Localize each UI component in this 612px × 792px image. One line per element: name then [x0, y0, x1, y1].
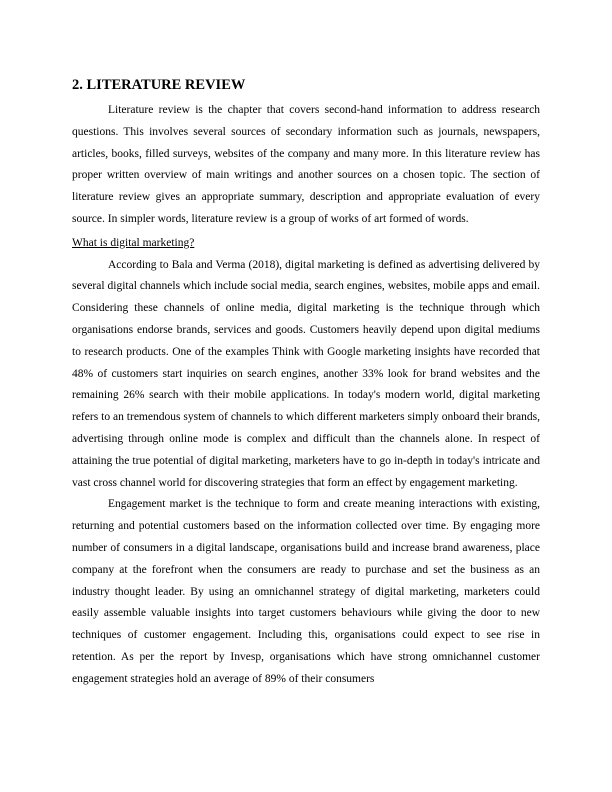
intro-paragraph: Literature review is the chapter that covers second-hand information to address research questions. This involves several sources of secondary information such as journals, newspapers, articles, books, filled surveys, websites of the company and many more. In this literature review has proper written overview of main writings and another sources on a chosen topic. The section of literature review gives an appropriate summary, description and appropriate evaluation of every source. In simpler words, literature review is a group of works of art formed of words. — [72, 104, 540, 225]
body-paragraph-2: Engagement market is the technique to form and create meaning interactions with existing, returning and potential customers based on the information collected over time. By engaging more number of consumers in a digital landscape, organisations build and increase brand awareness, place company at the forefront when the consumers are ready to purchase and set the business as an industry thought leader. By using an omnichannel strategy of digital marketing, marketers could easily assemble valuable insights into target customers behaviours while giving the door to new techniques of customer engagement. Including this, organisations could expect to see rise in retention. As per the report by Invesp, organisations which have strong omnichannel customer engagement strategies hold an average of 89% of their consumers — [72, 498, 540, 685]
body-paragraph-1: According to Bala and Verma (2018), digital marketing is defined as advertising delivered by several digital channels which include social media, search engines, websites, mobile apps and email. Considering these channels of online media, digital marketing is the technique through which organisations endorse brands, services and goods. Customers heavily depend upon digital mediums to research products. One of the examples Think with Google marketing insights have recorded that 48% of customers start inquiries on search engines, another 33% look for brand websites and the remaining 26% search with their mobile applications. In today's modern world, digital marketing refers to an tremendous system of channels to which different marketers simply onboard their brands, advertising through online mode is complex and difficult than the channels alone. In respect of attaining the true potential of digital marketing, marketers have to go in-depth in today's intricate and vast cross channel world for discovering strategies that form an effect by engagement marketing. — [72, 258, 540, 489]
document-page — [72, 76, 540, 691]
section-heading: 2. LITERATURE REVIEW — [72, 77, 246, 93]
subheading: What is digital marketing? — [72, 236, 195, 249]
